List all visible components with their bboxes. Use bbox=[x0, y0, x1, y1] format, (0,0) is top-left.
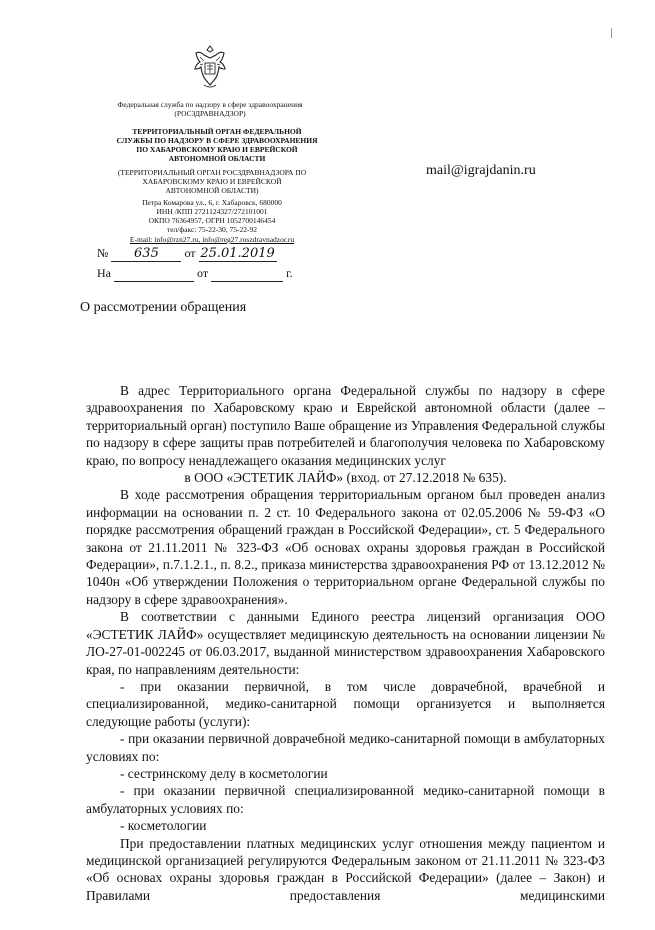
na-label: На bbox=[97, 266, 111, 280]
body-paragraph: - сестринскому делу в косметологии bbox=[120, 765, 328, 781]
number-label: № bbox=[97, 246, 109, 260]
inn-kpp: ИНН /КПП 2721124327/272101001 bbox=[156, 207, 268, 216]
body-paragraph: В ходе рассмотрения обращения территориальным органом был проведен анализ информации на основании п. 2 ст. 10 Федерального закона от 02.05.2006 № 59-ФЗ «О порядке рассмотрения обращений граждан в Российской Федерации», ст. 5 Федерального закона от 21.11.2011 № 323-ФЗ «Об основах охраны здоровья граждан в Российской Федерации», п.7.1.2.1., п. 8.2., приказа министерства здравоохранения РФ от 13.12.2012 № 1040н «Об утверждении Положения о территориальном органе Федеральной службы по надзору в сфере здравоохранения». bbox=[86, 487, 605, 607]
org-short-line: (ТЕРРИТОРИАЛЬНЫЙ ОРГАН РОСЗДРАВНАДЗОРА ПО bbox=[117, 168, 307, 177]
reference-date-blank bbox=[211, 266, 283, 282]
number-value-field bbox=[111, 246, 181, 262]
from-label: от bbox=[184, 246, 196, 260]
org-short-line: АВТОНОМНОЙ ОБЛАСТИ) bbox=[165, 186, 259, 195]
body-paragraph: - при оказании первичной доврачебной медико-санитарной помощи в амбулаторных условиях по: bbox=[86, 731, 605, 764]
address: Петра Комарова ул., 6, г. Хабаровск, 680000 bbox=[142, 198, 282, 207]
recipient-email: mail@igrajdanin.ru bbox=[426, 163, 536, 178]
body-paragraph: При предоставлении платных медицинских услуг отношения между пациентом и медицинской организацией регулируются Федеральным законом от 21.11.2011 № 323-ФЗ «Об основах охраны здоровья граждан в Российской Федерации» (далее – Закон) и Правилами предоставления медицинскими bbox=[86, 835, 605, 903]
reference-line bbox=[97, 266, 293, 282]
org-name-line: ПО ХАБАРОВСКОМУ КРАЮ И ЕВРЕЙСКОЙ bbox=[136, 145, 298, 154]
year-suffix: г. bbox=[286, 266, 293, 280]
number-value: 635 bbox=[134, 246, 159, 261]
scan-mark bbox=[611, 28, 612, 38]
coat-of-arms-emblem bbox=[188, 43, 232, 93]
org-name-line: СЛУЖБЫ ПО НАДЗОРУ В СФЕРЕ ЗДРАВООХРАНЕНИЯ bbox=[116, 136, 318, 145]
body-paragraph: В соответствии с данными Единого реестра лицензий организация ООО «ЭСТЕТИК ЛАЙФ» осуществляет медицинскую деятельность на основании лицензии № ЛО-27-01-002245 от 06.03.2017, выданной министерством здравоохранения Хабаровского края, по направлениям деятельности: bbox=[86, 609, 605, 677]
registration-number-line bbox=[97, 246, 277, 262]
okpo-ogrn: ОКПО 76364957, ОГРН 1052700146454 bbox=[148, 216, 276, 225]
reference-number-blank bbox=[114, 266, 194, 282]
body-paragraph: в ООО «ЭСТЕТИК ЛАЙФ» (вход. от 27.12.2018 № 635). bbox=[184, 470, 507, 486]
org-email: E-mail: info@rzn27.ru, info@reg27.roszdravnadzor.ru bbox=[129, 235, 295, 244]
org-name-line: АВТОНОМНОЙ ОБЛАСТИ bbox=[168, 154, 266, 163]
date-value: 25.01.2019 bbox=[200, 246, 275, 261]
letter-subject: О рассмотрении обращения bbox=[80, 300, 247, 315]
body-paragraph: - при оказании первичной, в том числе доврачебной, врачебной и специализированной, медико-санитарной помощи организуется и выполняется следующие работы (услуги): bbox=[86, 678, 605, 729]
phone-fax: тел/факс: 75-22-30, 75-22-92 bbox=[166, 225, 258, 234]
date-value-field bbox=[199, 246, 277, 262]
service-abbr: (РОСЗДРАВНАДЗОР) bbox=[174, 109, 246, 118]
body-paragraph: - косметологии bbox=[120, 818, 207, 834]
reference-from-label: от bbox=[197, 266, 209, 280]
body-paragraph: В адрес Территориального органа Федеральной службы по надзору в сфере здравоохранения по Хабаровскому краю и Еврейской автономной области (далее – территориальный орган) поступило Ваше обращение из Управления Федеральной службы по надзору в сфере защиты прав потребителей и благополучия человека по Хабаровскому краю, по вопросу ненадлежащего оказания медицинских услуг bbox=[86, 383, 605, 468]
service-name: Федеральная служба по надзору в сфере здравоохранения bbox=[117, 100, 303, 109]
body-paragraph: - при оказании первичной специализированной медико-санитарной помощи в амбулаторных условиях по: bbox=[86, 783, 605, 816]
letter-body bbox=[86, 382, 605, 904]
org-short-line: ХАБАРОВСКОМУ КРАЮ И ЕВРЕЙСКОЙ bbox=[142, 177, 282, 186]
org-name-line: ТЕРРИТОРИАЛЬНЫЙ ОРГАН ФЕДЕРАЛЬНОЙ bbox=[132, 127, 302, 136]
